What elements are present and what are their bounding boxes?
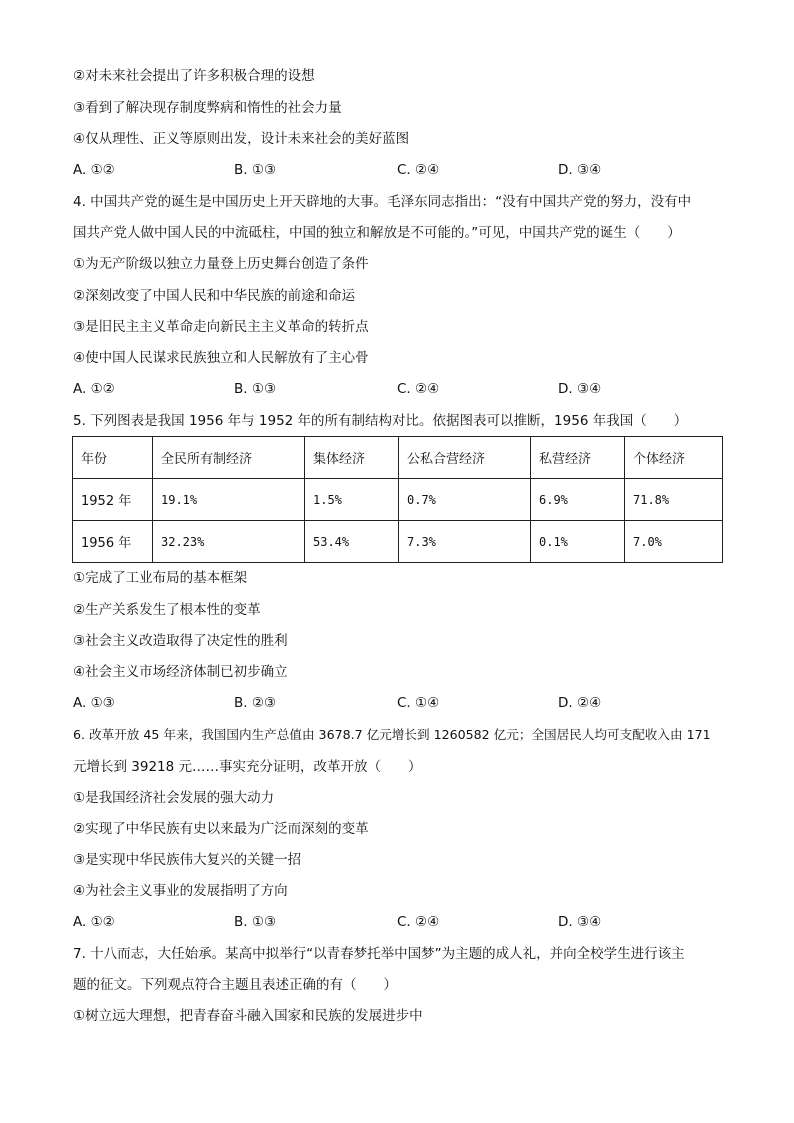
table-cell: 19.1% — [153, 479, 305, 521]
q3-item-2: ②对未来社会提出了许多积极合理的设想 — [73, 68, 315, 84]
q5-option-a: A. ①③ — [73, 695, 115, 711]
q5-item-2: ②生产关系发生了根本性的变革 — [73, 602, 261, 618]
q3-option-c: C. ②④ — [397, 162, 440, 178]
q6-stem-line-2: 元增长到 39218 元……事实充分证明，改革开放（ ） — [73, 759, 422, 775]
q6-item-1: ①是我国经济社会发展的强大动力 — [73, 790, 275, 806]
q6-item-4: ④为社会主义事业的发展指明了方向 — [73, 883, 288, 899]
q6-option-c: C. ②④ — [397, 914, 440, 930]
q4-option-d: D. ③④ — [558, 381, 602, 397]
q7-stem-line-1: 7. 十八而志，大任始承。某高中拟举行“以青春梦托举中国梦”为主题的成人礼，并向全校学生进行该主 — [73, 946, 685, 962]
q4-option-a: A. ①② — [73, 381, 115, 397]
q5-item-4: ④社会主义市场经济体制已初步确立 — [73, 664, 288, 680]
q4-item-4: ④使中国人民谋求民族独立和人民解放有了主心骨 — [73, 350, 369, 366]
q4-option-c: C. ②④ — [397, 381, 440, 397]
table-row — [73, 521, 723, 563]
q4-stem-line-1: 4. 中国共产党的诞生是中国历史上开天辟地的大事。毛泽东同志指出：“没有中国共产党的努力，没有中 — [73, 194, 692, 210]
q3-item-3: ③看到了解决现存制度弊病和惰性的社会力量 — [73, 100, 342, 116]
q4-item-1: ①为无产阶级以独立力量登上历史舞台创造了条件 — [73, 256, 369, 272]
q4-stem-line-2: 国共产党人做中国人民的中流砥柱，中国的独立和解放是不可能的。”可见，中国共产党的诞生（ ） — [73, 225, 681, 241]
q5-item-3: ③社会主义改造取得了决定性的胜利 — [73, 633, 288, 649]
q4-option-b: B. ①③ — [234, 381, 277, 397]
table-row — [73, 479, 723, 521]
table-cell: 71.8% — [625, 479, 723, 521]
q6-item-3: ③是实现中华民族伟大复兴的关键一招 — [73, 852, 302, 868]
q4-item-2: ②深刻改变了中国人民和中华民族的前途和命运 — [73, 288, 356, 304]
q5-option-b: B. ②③ — [234, 695, 277, 711]
q3-option-a: A. ①② — [73, 162, 115, 178]
table-cell-year: 1952 年 — [73, 479, 153, 521]
table-header-cell: 个体经济 — [625, 437, 723, 479]
table-header-row — [73, 437, 723, 479]
q7-item-1: ①树立远大理想，把青春奋斗融入国家和民族的发展进步中 — [73, 1008, 423, 1024]
table-cell: 7.0% — [625, 521, 723, 563]
table-header-cell: 全民所有制经济 — [153, 437, 305, 479]
q5-item-1: ①完成了工业布局的基本框架 — [73, 570, 248, 586]
q6-item-2: ②实现了中华民族有史以来最为广泛而深刻的变革 — [73, 821, 369, 837]
q6-stem-line-1: 6. 改革开放 45 年来，我国国内生产总值由 3678.7 亿元增长到 1260582 亿元；全国居民人均可支配收入由 171 — [73, 727, 711, 742]
q5-option-c: C. ①④ — [397, 695, 440, 711]
q4-item-3: ③是旧民主主义革命走向新民主主义革命的转折点 — [73, 319, 369, 335]
q3-item-4: ④仅从理性、正义等原则出发，设计未来社会的美好蓝图 — [73, 131, 410, 147]
table-cell: 7.3% — [399, 521, 531, 563]
q3-option-b: B. ①③ — [234, 162, 277, 178]
table-header-cell: 公私合营经济 — [399, 437, 531, 479]
q6-option-b: B. ①③ — [234, 914, 277, 930]
table-header-cell: 集体经济 — [305, 437, 399, 479]
q3-option-d: D. ③④ — [558, 162, 602, 178]
q7-stem-line-2: 题的征文。下列观点符合主题且表述正确的有（ ） — [73, 977, 397, 993]
table-cell: 1.5% — [305, 479, 399, 521]
table-cell: 32.23% — [153, 521, 305, 563]
table-cell-year: 1956 年 — [73, 521, 153, 563]
table-cell: 0.1% — [531, 521, 625, 563]
q5-option-d: D. ②④ — [558, 695, 602, 711]
table-header-cell: 私营经济 — [531, 437, 625, 479]
q6-option-a: A. ①② — [73, 914, 115, 930]
table-cell: 0.7% — [399, 479, 531, 521]
table-header-cell: 年份 — [73, 437, 153, 479]
q5-stem: 5. 下列图表是我国 1956 年与 1952 年的所有制结构对比。依据图表可以推断，1956 年我国（ ） — [73, 413, 688, 429]
table-cell: 6.9% — [531, 479, 625, 521]
q6-option-d: D. ③④ — [558, 914, 602, 930]
table-cell: 53.4% — [305, 521, 399, 563]
ownership-structure-table — [72, 436, 723, 563]
